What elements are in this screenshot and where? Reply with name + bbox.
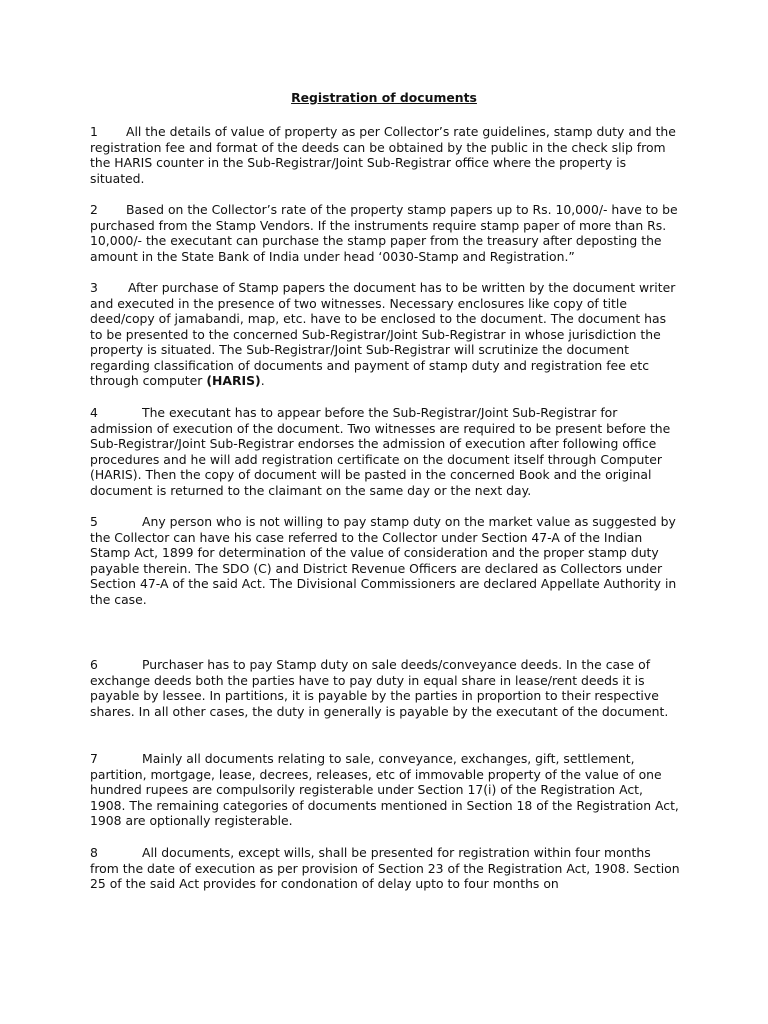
paragraph-4: [90, 405, 680, 498]
paragraph-number: 1: [90, 124, 98, 139]
paragraph-text: Mainly all documents relating to sale, conveyance, exchanges, gift, settlement, partition, mortgage, lease, decrees, releases, etc of immovable property of the value of one hundred rupees are compulsorily registerable under Section 17(i) of the Registration Act, 1908. The remaining categories of documents mentioned in Section 18 of the Registration Act, 1908 are optionally registerable.: [90, 751, 679, 828]
document-title: Registration of documents: [291, 90, 477, 105]
paragraph-number: 5: [90, 514, 98, 529]
paragraph-6: [90, 657, 680, 719]
paragraph-tail: .: [260, 373, 265, 388]
paragraph-1: [90, 124, 680, 186]
paragraph-number: 3: [90, 280, 98, 295]
paragraph-text: After purchase of Stamp papers the document has to be written by the document writer and executed in the presence of two witnesses. Necessary enclosures like copy of title deed/copy of jamabandi, map, etc. have to be enclosed to the document. The document has to be presented to the concerned Sub-Registrar/Joint Sub-Registrar in whose jurisdiction the property is situated. The Sub-Registrar/Joint Sub-Registrar will scrutinize the document regarding classification of documents and payment of stamp duty and registration fee etc through computer: [90, 280, 676, 388]
paragraph-number: 2: [90, 202, 98, 217]
paragraph-3: [90, 280, 680, 389]
haris-bold-term: (HARIS): [206, 373, 261, 388]
paragraph-text: Based on the Collector’s rate of the property stamp papers up to Rs. 10,000/- have to be purchased from the Stamp Vendors. If the instruments require stamp paper of more than Rs. 10,000/- the executant can purchase the stamp paper from the treasury after deposting the amount in the State Bank of India under head ‘0030-Stamp and Registration.”: [90, 202, 678, 264]
paragraph-text: Any person who is not willing to pay stamp duty on the market value as suggested by the Collector can have his case referred to the Collector under Section 47-A of the Indian Stamp Act, 1899 for determination of the value of consideration and the proper stamp duty payable therein. The SDO (C) and District Revenue Officers are declared as Collectors under Section 47-A of the said Act. The Divisional Commissioners are declared Appellate Authority in the case.: [90, 514, 677, 607]
paragraph-number: 7: [90, 751, 98, 766]
paragraph-2: [90, 202, 680, 264]
paragraph-8: [90, 845, 680, 892]
paragraph-number: 4: [90, 405, 98, 420]
paragraph-5: [90, 514, 680, 607]
paragraph-number: 6: [90, 657, 98, 672]
paragraph-text: Purchaser has to pay Stamp duty on sale deeds/conveyance deeds. In the case of exchange deeds both the parties have to pay duty in equal share in lease/rent deeds it is payable by lessee. In partitions, it is payable by the parties in proportion to their respective shares. In all other cases, the duty in generally is payable by the executant of the document.: [90, 657, 669, 719]
paragraph-number: 8: [90, 845, 98, 860]
paragraph-7: [90, 751, 680, 829]
paragraph-text: All the details of value of property as per Collector’s rate guidelines, stamp duty and the registration fee and format of the deeds can be obtained by the public in the check slip from the HARIS counter in the Sub-Registrar/Joint Sub-Registrar office where the property is situated.: [90, 124, 676, 186]
paragraph-text: All documents, except wills, shall be presented for registration within four months from the date of execution as per provision of Section 23 of the Registration Act, 1908. Section 25 of the said Act provides for condonation of delay upto to four months on: [90, 845, 680, 891]
paragraph-text: The executant has to appear before the Sub-Registrar/Joint Sub-Registrar for admission of execution of the document. Two witnesses are required to be present before the Sub-Registrar/Joint Sub-Registrar endorses the admission of execution after following office procedures and he will add registration certificate on the document itself through Computer (HARIS). Then the copy of document will be pasted in the concerned Book and the original document is returned to the claimant on the same day or the next day.: [90, 405, 671, 498]
